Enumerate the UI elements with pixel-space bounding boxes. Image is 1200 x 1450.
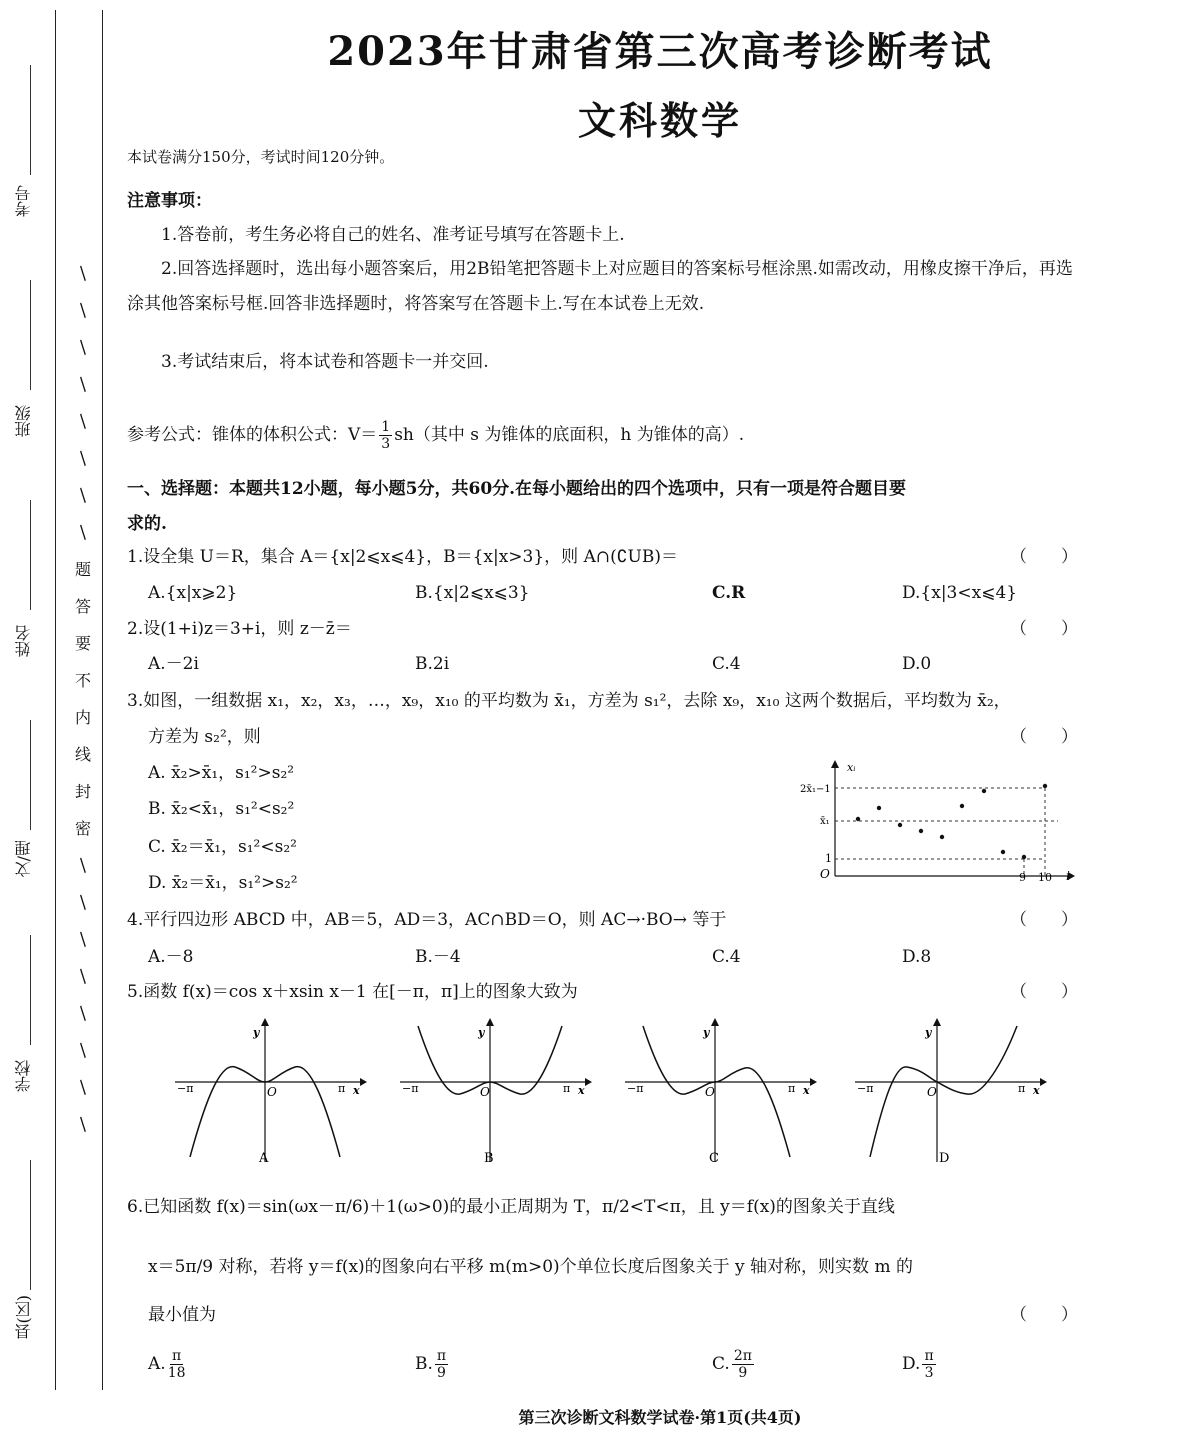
tick-mean-label: x̄₁ (820, 816, 830, 827)
y-axis-label: xᵢ (847, 761, 856, 774)
school-blank[interactable] (30, 935, 31, 1045)
q3-option-b[interactable]: B. x̄₂<x̄₁，s₁²<s₂² (148, 799, 295, 819)
tick-label: −π (402, 1082, 419, 1095)
tick-label: −π (857, 1082, 874, 1095)
data-point (898, 823, 902, 827)
origin-label: O (927, 1085, 937, 1099)
formula-suffix: sh（其中 s 为锥体的底面积，h 为锥体的高）. (394, 425, 745, 445)
data-point (1001, 850, 1005, 854)
seal-char: 内 (74, 708, 91, 727)
arrow-icon (486, 1018, 494, 1026)
y-axis-arrow (831, 760, 839, 768)
axis-label: y (703, 1026, 710, 1039)
notice-item-1: 1.答卷前，考生务必将自己的姓名、准考证号填写在答题卡上. (161, 225, 625, 245)
question-6-line-2: x＝5π/9 对称，若将 y＝f(x)的图象向右平移 m(m>0)个单位长度后图象关于 y 轴对称，则实数 m 的 (148, 1257, 913, 1277)
arrow-icon (360, 1078, 367, 1086)
question-6-line-1: 6.已知函数 f(x)＝sin(ωx－π/6)＋1(ω>0)的最小正周期为 T，π/2<T<π，且 y＝f(x)的图象关于直线 (127, 1197, 895, 1217)
question-1-stem: 1.设全集 U＝R，集合 A＝{x|2⩽x⩽4}，B＝{x|x>3}，则 A∩(∁UB)＝ (127, 547, 678, 567)
graph-label: D (939, 1151, 950, 1166)
fraction-numerator: π (172, 1348, 182, 1364)
q6-option-c[interactable] (712, 1347, 756, 1382)
county-blank[interactable] (30, 1160, 31, 1290)
answer-paren[interactable]: （ ） (1010, 910, 1078, 930)
exam-intro: 本试卷满分150分，考试时间120分钟。 (127, 148, 395, 166)
fraction-numerator: π (924, 1348, 934, 1364)
option-fraction (435, 1348, 448, 1381)
q1-option-d[interactable]: D.{x|3<x⩽4} (902, 583, 1018, 603)
axis-label: x (1033, 1084, 1040, 1097)
answer-paren[interactable]: （ ） (1010, 547, 1078, 567)
q3-scatter-figure (800, 758, 1075, 886)
arrow-icon (585, 1078, 592, 1086)
arrow-icon (711, 1018, 719, 1026)
q6-option-a[interactable] (148, 1347, 188, 1382)
q4-option-d[interactable]: D.8 (902, 947, 932, 967)
notice-item-2: 2.回答选择题时，选出每小题答案后，用2B铅笔把答题卡上对应题目的答案标号框涂黑.如需改动，用橡皮擦干净后，再选涂其他答案标号框.回答非选择题时，将答案写在答题卡上.写在本试卷上无效. (127, 259, 1073, 314)
arrow-icon (1040, 1078, 1047, 1086)
fraction-denominator: 18 (167, 1365, 186, 1381)
question-2-stem: 2.设(1+i)z＝3+i，则 z－z̄＝ (127, 619, 352, 639)
question-5-stem: 5.函数 f(x)＝cos x＋xsin x－1 在[－π，π]上的图象大致为 (127, 982, 578, 1002)
axis-label: y (925, 1026, 932, 1039)
curve (643, 1026, 790, 1157)
fraction-denominator: 3 (924, 1365, 934, 1381)
question-3-stem-cont: 方差为 s₂²，则 (148, 727, 261, 747)
seal-char: 答 (74, 597, 91, 616)
seal-char: 封 (74, 782, 91, 801)
school-label: 学校 (14, 1060, 33, 1092)
section-heading-cont: 求的. (127, 514, 167, 534)
q6-option-d[interactable] (902, 1347, 938, 1382)
class-label: 班级 (14, 405, 33, 437)
q2-option-d[interactable]: D.0 (902, 654, 932, 674)
seal-char: 线 (74, 745, 91, 764)
exam-id-label: 考号 (14, 185, 33, 217)
axis-label: x (803, 1084, 810, 1097)
origin-label: O (705, 1085, 715, 1099)
option-letter: C. (712, 1354, 730, 1374)
seal-char: 要 (74, 634, 91, 653)
fraction-denominator: 9 (738, 1365, 748, 1381)
margin-line-inner (55, 10, 56, 1390)
option-fraction (922, 1348, 935, 1381)
formula-fraction (379, 419, 392, 452)
stream-blank[interactable] (30, 720, 31, 830)
data-point (940, 835, 944, 839)
county-label: 县(区) (14, 1295, 33, 1340)
data-point (1022, 855, 1026, 859)
notice-item-3: 3.考试结束后，将本试卷和答题卡一并交回. (161, 352, 489, 372)
page-subtitle: 文科数学 (577, 98, 742, 143)
arrow-icon (933, 1018, 941, 1026)
tick-label: −π (177, 1082, 194, 1095)
reference-formula (127, 418, 744, 453)
data-point (856, 817, 860, 821)
margin-line-outer (102, 10, 103, 1390)
q3-option-d[interactable]: D. x̄₂＝x̄₁，s₁²>s₂² (148, 873, 298, 893)
q5-graph-b[interactable] (390, 1012, 600, 1172)
fraction-numerator: 1 (381, 419, 391, 435)
q1-option-b[interactable]: B.{x|2⩽x⩽3} (415, 583, 530, 603)
tick-label: π (1018, 1082, 1026, 1095)
data-point (919, 829, 923, 833)
answer-paren[interactable]: （ ） (1010, 619, 1078, 639)
fraction-denominator: 3 (381, 436, 391, 452)
q4-option-b[interactable]: B.－4 (415, 947, 461, 967)
option-fraction (168, 1348, 186, 1381)
seal-line-text: / / / / / / / / 题 答 要 不 内 线 封 密 / / / / / / / / (74, 263, 92, 1135)
section-heading: 一、选择题：本题共12小题，每小题5分，共60分.在每小题给出的四个选项中，只有一项是符合题目要 (127, 479, 907, 499)
tick-label: π (338, 1082, 346, 1095)
formula-prefix: 参考公式：锥体的体积公式：V＝ (127, 425, 378, 445)
data-point (877, 806, 881, 810)
answer-paren[interactable]: （ ） (1010, 982, 1078, 1002)
origin-label: O (267, 1085, 277, 1099)
tick-10-label: 10 (1038, 871, 1052, 884)
q2-option-b[interactable]: B.2i (415, 654, 450, 674)
origin-label: O (820, 867, 830, 881)
option-letter: B. (415, 1354, 433, 1374)
axis-label: x (353, 1084, 360, 1097)
notice-heading: 注意事项： (127, 191, 212, 211)
exam-id-blank[interactable] (30, 65, 31, 175)
seal-char: 不 (74, 671, 91, 690)
class-blank[interactable] (30, 280, 31, 390)
answer-paren[interactable]: （ ） (1010, 727, 1078, 747)
q6-option-b[interactable] (415, 1347, 450, 1382)
seal-char: 题 (74, 560, 91, 579)
q1-option-c[interactable]: C.R (712, 583, 746, 603)
q2-option-a[interactable]: A.－2i (148, 654, 199, 674)
page-footer: 第三次诊断文科数学试卷·第1页(共4页) (518, 1408, 802, 1427)
data-point (960, 804, 964, 808)
q3-option-a[interactable]: A. x̄₂>x̄₁，s₁²>s₂² (148, 763, 295, 783)
origin-label: O (480, 1085, 490, 1099)
question-4-stem: 4.平行四边形 ABCD 中，AB＝5，AD＝3，AC∩BD＝O，则 AC→·BO→ 等于 (127, 910, 727, 930)
arrow-icon (261, 1018, 269, 1026)
q5-graph-c[interactable] (615, 1012, 825, 1172)
option-fraction (732, 1348, 754, 1381)
tick-one-label: 1 (825, 852, 832, 865)
q1-option-a[interactable]: A.{x|x⩾2} (148, 583, 238, 603)
question-6-line-3: 最小值为 (148, 1305, 216, 1325)
question-3-stem: 3.如图，一组数据 x₁，x₂，x₃，…，x₉，x₁₀ 的平均数为 x̄₁，方差为 s₁²，去除 x₉，x₁₀ 这两个数据后，平均数为 x̄₂， (127, 691, 1011, 711)
name-blank[interactable] (30, 500, 31, 610)
fraction-numerator: π (436, 1348, 447, 1364)
curve (870, 1026, 1017, 1157)
arrow-icon (810, 1078, 817, 1086)
tick-label: π (563, 1082, 571, 1095)
data-point (1043, 784, 1047, 788)
seal-char: 密 (74, 819, 91, 838)
name-label: 姓名 (14, 625, 33, 657)
graph-label: B (484, 1151, 494, 1166)
fraction-denominator: 9 (437, 1365, 446, 1381)
tick-top-label: 2x̄₁−1 (800, 784, 831, 795)
option-letter: D. (902, 1354, 921, 1374)
option-letter: A. (148, 1354, 166, 1374)
tick-9-label: 9 (1019, 871, 1026, 884)
data-point (982, 789, 986, 793)
fraction-numerator: 2π (733, 1348, 752, 1364)
tick-label: −π (627, 1082, 644, 1095)
q5-graph-a[interactable] (165, 1012, 375, 1172)
q2-option-c[interactable]: C.4 (712, 654, 741, 674)
stream-label: 文/理 (14, 840, 33, 878)
q3-option-c[interactable]: C. x̄₂＝x̄₁，s₁²<s₂² (148, 837, 297, 857)
q4-option-c[interactable]: C.4 (712, 947, 741, 967)
q5-graph-d[interactable] (845, 1012, 1055, 1172)
tick-label: π (788, 1082, 796, 1095)
axis-label: y (478, 1026, 485, 1039)
graph-label: A (259, 1151, 269, 1166)
graph-label: C (709, 1151, 719, 1166)
x-axis-label: i (1066, 869, 1070, 883)
answer-paren[interactable]: （ ） (1010, 1305, 1078, 1325)
q4-option-a[interactable]: A.－8 (148, 947, 194, 967)
page-title: 2023年甘肃省第三次高考诊断考试 (327, 28, 993, 75)
binding-margin (0, 0, 110, 1450)
axis-label: x (578, 1084, 585, 1097)
axis-label: y (253, 1026, 260, 1039)
